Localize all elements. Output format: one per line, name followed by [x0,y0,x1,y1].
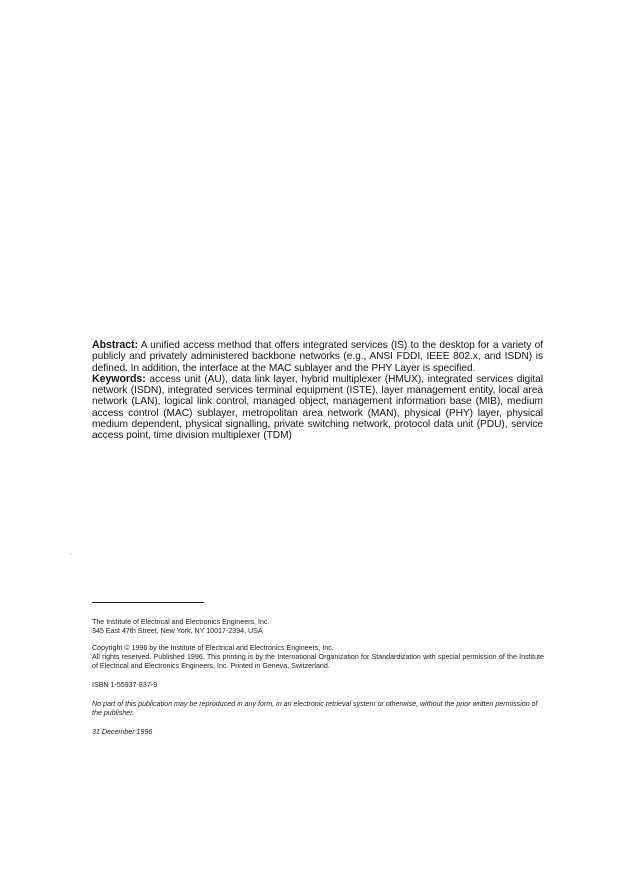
rights-statement: All rights reserved. Published 1996. This printing is by the International Organization for Standardization with special permission of the Institute of Electrical and Electronics Engineers, Inc. Printed in Geneva, Switzerland. [92,653,544,670]
isbn: ISBN 1-55937-837-9 [92,681,158,689]
publication-date: 31 December 1996 [92,728,153,736]
publication-footer [92,602,544,737]
abstract-paragraph [92,340,543,374]
keywords-label: Keywords: [92,372,146,385]
reproduction-notice: No part of this publication may be reproduced in any form, in an electronic retrieval system or otherwise, without the prior written permission of the publisher. [92,700,538,717]
keywords-text: access unit (AU), data link layer, hybrid multiplexer (HMUX), integrated services digital network (ISDN), integrated services terminal equipment (ISTE), layer management entity, local area network (LAN), logical link control, managed object, management information base (MIB), medium access control (MAC) sublayer, metropolitan area network (MAN), physical (PHY) layer, physical medium dependent, physical signalling, private switching network, protocol data unit (PDU), service access point, time division multiplexer (TDM) [92,373,543,442]
abstract-label: Abstract: [92,339,139,351]
footnote-divider [92,602,204,603]
abstract-text: A unified access method that offers integrated services (IS) to the desktop for a variety of publicly and privately administered backbone networks (e.g., ANSI FDDI, IEEE 802.x, and ISDN) is defined. In addition, the interface at the MAC sublayer and the PHY Layer is specified. [92,340,543,374]
keywords-paragraph [92,374,543,442]
abstract-section [92,340,543,442]
publisher-name: The Institute of Electrical and Electronics Engineers, Inc. [92,618,270,626]
publisher-address: 345 East 47th Street, New York, NY 10017-2394, USA [92,627,263,635]
scan-mark [70,553,71,555]
copyright-line: Copyright © 1996 by the Institute of Electrical and Electronics Engineers, Inc. [92,644,334,652]
